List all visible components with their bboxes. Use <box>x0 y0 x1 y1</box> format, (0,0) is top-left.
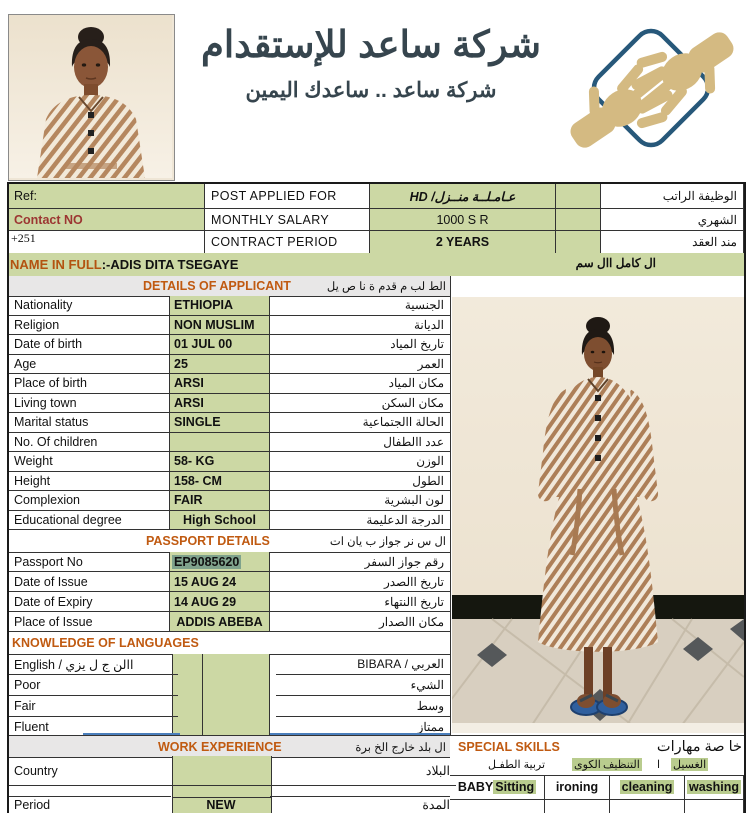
details-section-title-arabic: الط لب م قدم ة نا ص يل <box>326 281 446 293</box>
period-value: NEW <box>206 797 236 812</box>
fullbody-photo-illustration <box>452 297 744 733</box>
language-level-label: Fluent <box>8 717 178 737</box>
detail-value: 01 JUL 00 <box>170 335 270 355</box>
language-level-arabic: الشيء <box>276 675 450 696</box>
skill-empty-cell <box>545 800 610 813</box>
detail-arabic: الجنسية <box>270 296 450 316</box>
detail-arabic: تاريخ المياد <box>270 335 450 355</box>
spacer-cell <box>556 231 601 254</box>
skill-ironing: ironing <box>545 775 610 800</box>
passport-section-header <box>8 530 450 553</box>
skill-ironing-arabic: الكوى <box>574 759 601 771</box>
detail-value: FAIR <box>170 491 270 511</box>
skills-section-header <box>450 735 744 758</box>
languages-section-title: KNOWLEDGE OF LANGUAGES <box>12 636 199 650</box>
name-in-full-value: :-ADIS DITA TSEGAYE <box>101 257 239 272</box>
detail-arabic: عدد االطفال <box>270 433 450 453</box>
work-section-title: WORK EXPERIENCE <box>158 739 282 754</box>
skill-cleaning-arabic: التنظيف <box>603 759 640 771</box>
work-section-header <box>8 735 450 758</box>
detail-label: No. Of children <box>8 433 170 453</box>
country-arabic: البلاد <box>270 756 456 786</box>
detail-value: 58- KG <box>170 452 270 472</box>
language-level-arabic: ممتاز <box>276 717 450 737</box>
period-arabic: المدة <box>422 798 450 812</box>
detail-label: Nationality <box>8 296 170 316</box>
skill-empty-cell <box>450 800 545 813</box>
detail-value: ARSI <box>170 374 270 394</box>
detail-value: ARSI <box>170 394 270 414</box>
language-level-label: Poor <box>8 675 178 696</box>
agency-subtitle-arabic: شركة ساعد .. ساعدك اليمين <box>245 79 497 102</box>
contract-period-arabic: مند العقد <box>601 231 744 254</box>
languages-table <box>8 654 450 737</box>
detail-label: Complexion <box>8 491 170 511</box>
monthly-salary-label: MONTHLY SALARY <box>205 209 370 231</box>
detail-value <box>170 433 270 453</box>
passport-label: Passport No <box>8 552 170 572</box>
detail-label: Religion <box>8 316 170 336</box>
detail-value: ETHIOPIA <box>170 296 270 316</box>
detail-value: 158- CM <box>170 472 270 492</box>
passport-value <box>170 552 270 572</box>
detail-value: High School <box>170 511 270 531</box>
detail-label: Weight <box>8 452 170 472</box>
details-table <box>8 296 450 530</box>
passport-arabic: رقم جواز السفر <box>270 552 450 572</box>
skills-section-title: SPECIAL SKILLS <box>458 739 560 754</box>
language-level-label: Fair <box>8 696 178 717</box>
skill-alef-arabic: ا <box>657 759 661 771</box>
detail-arabic: الديانة <box>270 316 450 336</box>
skill-cleaning-highlight: cleaning <box>621 780 673 794</box>
skill-washing-highlight: washing <box>688 780 739 794</box>
detail-label: Educational degree <box>8 511 170 531</box>
skill-cleaning <box>610 775 685 800</box>
post-applied-for-label: POST APPLIED FOR <box>205 184 370 209</box>
languages-section-header <box>8 632 450 655</box>
passport-value: 15 AUG 24 <box>170 572 270 592</box>
detail-arabic: الحالة االجتماعية <box>270 413 450 433</box>
agency-title-block <box>178 16 564 136</box>
skill-babysitting <box>450 775 545 800</box>
contract-period-value: 2 YEARS <box>370 231 556 254</box>
skill-washing <box>685 775 744 800</box>
detail-arabic: العمر <box>270 355 450 375</box>
skills-table <box>450 775 744 813</box>
agency-title-arabic: شركة ساعد للإستقدام <box>200 24 542 65</box>
skill-empty-cell <box>685 800 744 813</box>
monthly-salary-value: 1000 S R <box>370 209 556 231</box>
detail-label: Place of birth <box>8 374 170 394</box>
contact-no-label: Contact NO <box>8 209 205 231</box>
passport-table <box>8 552 450 632</box>
hands-logo-icon <box>556 2 746 174</box>
passport-value: ADDIS ABEBA <box>170 612 270 632</box>
skills-section-title-arabic: خا صة مهارات <box>656 738 742 755</box>
passport-section-title: PASSPORT DETAILS <box>146 534 270 548</box>
passport-section-title-arabic: ال س نر جواز ب يان ات <box>329 536 446 548</box>
country-label: Country <box>8 756 177 786</box>
detail-label: Marital status <box>8 413 170 433</box>
detail-arabic: مكان السكن <box>270 394 450 414</box>
detail-arabic: الدرجة الدعليمة <box>270 511 450 531</box>
detail-value: SINGLE <box>170 413 270 433</box>
detail-label: Height <box>8 472 170 492</box>
detail-arabic: لون البشرية <box>270 491 450 511</box>
monthly-salary-arabic: الشهري <box>601 209 744 231</box>
passport-label: Date of Expiry <box>8 592 170 612</box>
details-section-title: DETAILS OF APPLICANT <box>143 279 291 293</box>
skill-sitting-highlight: Sitting <box>495 780 535 794</box>
detail-label: Age <box>8 355 170 375</box>
passport-value: 14 AUG 29 <box>170 592 270 612</box>
skill-empty-cell <box>610 800 685 813</box>
period-label: Period <box>14 797 51 812</box>
skill-washing-arabic: الغسيل <box>673 759 707 771</box>
passport-arabic: تاريخ االصدر <box>270 572 450 592</box>
detail-arabic: الوزن <box>270 452 450 472</box>
spacer-cell <box>556 209 601 231</box>
skill-baby-text: BABY <box>457 780 494 794</box>
post-applied-for-value: عـامـلــة منــزل/ HD <box>370 184 556 209</box>
name-in-full-arabic: ال كامل اال سم <box>575 256 656 270</box>
applicant-portrait-photo <box>8 14 175 181</box>
detail-value: 25 <box>170 355 270 375</box>
ref-label: Ref: <box>8 184 205 209</box>
spacer-cell <box>556 184 601 209</box>
language-arabic: العربي / BIBARA <box>276 654 450 675</box>
work-table <box>8 756 450 813</box>
applicant-fullbody-photo <box>452 297 744 733</box>
detail-arabic: الطول <box>270 472 450 492</box>
name-in-full-label: NAME IN FULL <box>10 257 102 272</box>
language-level-arabic: وسط <box>276 696 450 717</box>
contract-period-label: CONTRACT PERIOD <box>205 231 370 254</box>
detail-arabic: مكان المياد <box>270 374 450 394</box>
passport-arabic: تاريخ االنتهاء <box>270 592 450 612</box>
detail-label: Date of birth <box>8 335 170 355</box>
top-info-table <box>8 183 744 254</box>
passport-label: Date of Issue <box>8 572 170 592</box>
work-section-title-arabic: ال بلد خارج الخ برة <box>355 741 446 754</box>
skill-childcare-arabic: تربية الطفـل <box>488 759 546 771</box>
portrait-photo-illustration <box>9 15 172 178</box>
detail-label: Living town <box>8 394 170 414</box>
language-label: English / االن ج ل يزي <box>8 654 178 675</box>
post-applied-for-arabic: الوظيفة الراتب <box>601 184 744 209</box>
detail-value: NON MUSLIM <box>170 316 270 336</box>
passport-arabic: مكان االصدار <box>270 612 450 632</box>
passport-label: Place of Issue <box>8 612 170 632</box>
name-in-full-row <box>8 253 744 277</box>
contact-no-value: +251 <box>8 231 205 254</box>
passport-number-highlight: EP9085620 <box>174 554 240 569</box>
details-section-header <box>8 276 450 297</box>
skills-arabic-row <box>450 756 744 776</box>
